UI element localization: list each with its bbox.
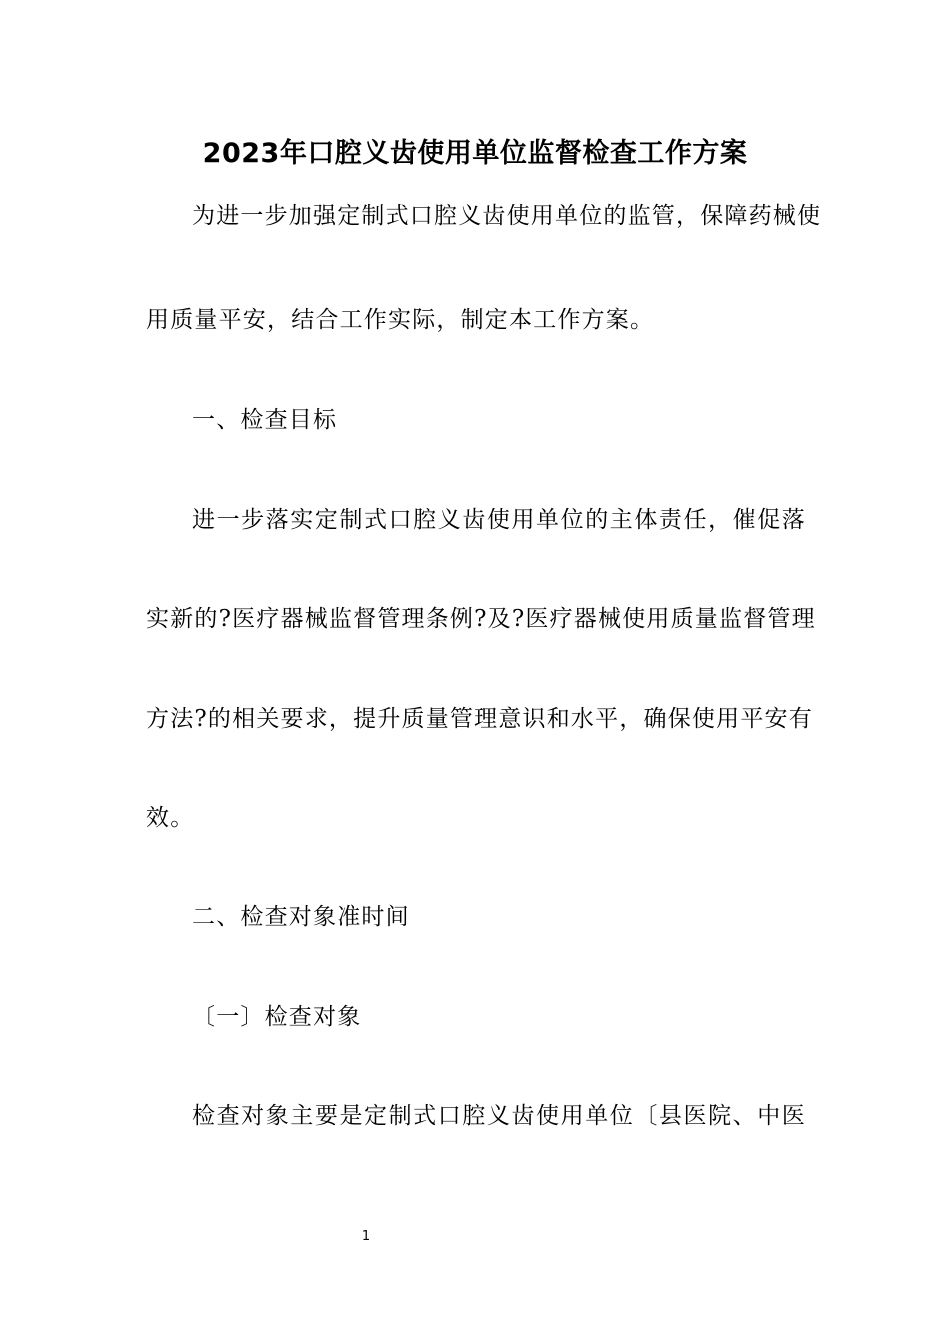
page-number: 1	[361, 1229, 371, 1244]
section-1-line-2: 实新的?医疗器械监督管理条例?及?医疗器械使用质量监督管理	[146, 606, 816, 632]
intro-line-2: 用质量平安，结合工作实际，制定本工作方案。	[146, 307, 655, 333]
section-1-heading: 一、检查目标	[192, 407, 338, 433]
section-2-sub-1-line-1: 检查对象主要是定制式口腔义齿使用单位〔县医院、中医	[192, 1103, 806, 1129]
section-2-heading: 二、检查对象准时间	[192, 904, 410, 930]
intro-line-1: 为进一步加强定制式口腔义齿使用单位的监管，保障药械使	[192, 203, 822, 229]
section-1-line-1: 进一步落实定制式口腔义齿使用单位的主体责任，催促落	[192, 507, 806, 533]
section-2-sub-1-heading: 〔一〕检查对象	[192, 1004, 362, 1030]
section-1-line-4: 效。	[146, 805, 195, 831]
document-title: 2023年口腔义齿使用单位监督检查工作方案	[202, 138, 748, 169]
section-1-line-3: 方法?的相关要求，提升质量管理意识和水平，确保使用平安有	[146, 706, 813, 732]
